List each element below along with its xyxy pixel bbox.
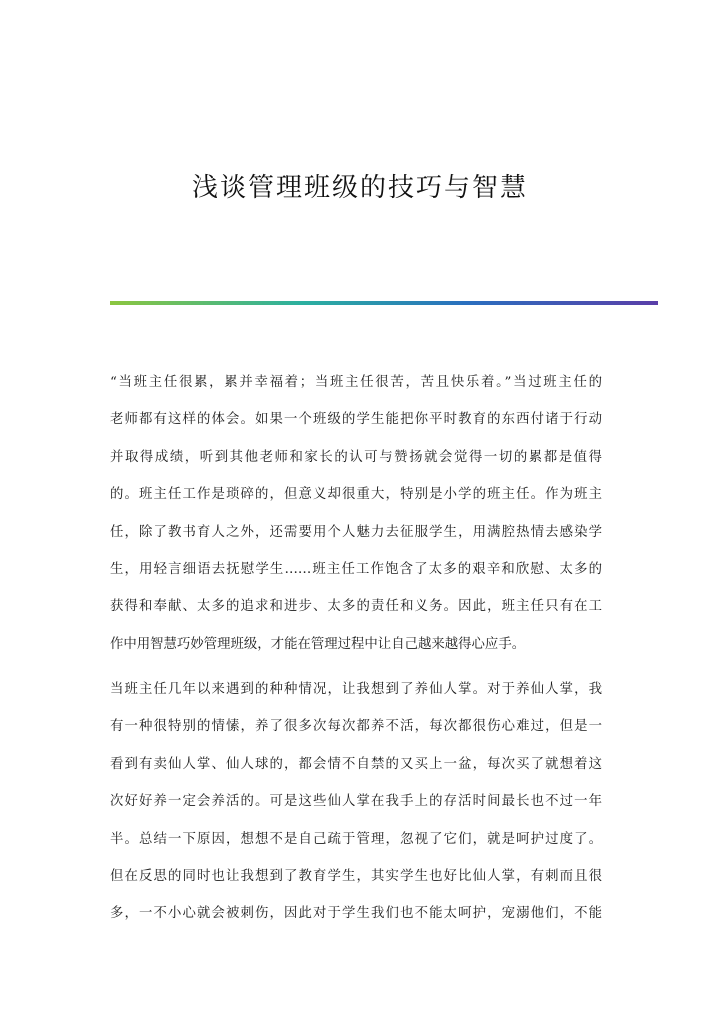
paragraph-line: 但在反思的同时也让我想到了教育学生，其实学生也好比仙人掌，有刺而且很 bbox=[110, 869, 602, 885]
paragraph-line: 有一种很特别的情愫，养了很多次每次都养不活，每次都很伤心难过，但是一 bbox=[110, 719, 602, 735]
paragraph-line: 的。班主任工作是琐碎的，但意义却很重大，特别是小学的班主任。作为班主 bbox=[110, 487, 602, 503]
paragraph-line: 并取得成绩，听到其他老师和家长的认可与赞扬就会觉得一切的累都是值得 bbox=[110, 449, 602, 465]
document-title: 浅谈管理班级的技巧与智慧 bbox=[191, 173, 528, 203]
paragraph-line: 生，用轻言细语去抚慰学生……班主任工作饱含了太多的艰辛和欣慰、太多的 bbox=[110, 562, 602, 578]
paragraph-2 bbox=[110, 671, 602, 933]
paragraph-line: 看到有卖仙人掌、仙人球的，都会情不自禁的又买上一盆，每次买了就想着这 bbox=[110, 756, 602, 772]
paragraph-line: 获得和奉献、太多的追求和进步、太多的责任和义务。因此，班主任只有在工 bbox=[110, 599, 602, 615]
paragraph-line: 半。总结一下原因，想想不是自己疏于管理，忽视了它们，就是呵护过度了。 bbox=[110, 831, 602, 847]
paragraph-line: “当班主任很累，累并幸福着；当班主任很苦，苦且快乐着。”当过班主任的 bbox=[110, 375, 602, 390]
paragraph-line: 任，除了教书育人之外，还需要用个人魅力去征服学生，用满腔热情去感染学 bbox=[110, 524, 602, 540]
paragraph-line: 作中用智慧巧妙管理班级，才能在管理过程中让自己越来越得心应手。 bbox=[110, 636, 526, 652]
paragraph-line: 当班主任几年以来遇到的种种情况，让我想到了养仙人掌。对于养仙人掌，我 bbox=[110, 682, 602, 697]
title-divider-rule bbox=[110, 301, 658, 305]
paragraph-line: 次好好养一定会养活的。可是这些仙人掌在我手上的存活时间最长也不过一年 bbox=[110, 794, 602, 810]
paragraph-1 bbox=[110, 364, 602, 663]
paragraph-line: 多，一不小心就会被刺伤，因此对于学生我们也不能太呵护，宠溺他们，不能 bbox=[110, 906, 602, 922]
paragraph-line: 老师都有这样的体会。如果一个班级的学生能把你平时教育的东西付诸于行动 bbox=[110, 412, 602, 428]
